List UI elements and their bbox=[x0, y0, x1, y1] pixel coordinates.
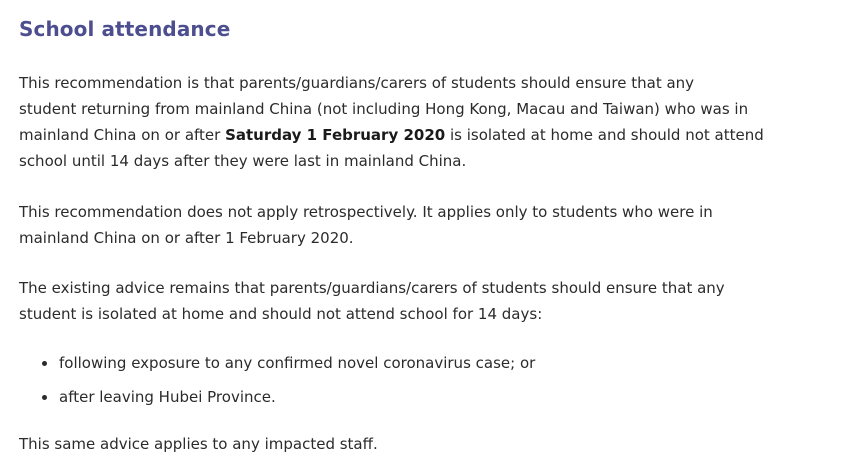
paragraph-line: student is isolated at home and should not attend school for 14 days: bbox=[19, 305, 543, 323]
bullet-icon bbox=[42, 361, 47, 366]
recommendation-paragraph bbox=[19, 70, 764, 174]
bullet-icon bbox=[42, 395, 47, 400]
staff-advice-paragraph: This same advice applies to any impacted staff. bbox=[19, 435, 378, 453]
paragraph-line: The existing advice remains that parents/guardians/carers of students should ensure that any bbox=[19, 279, 725, 297]
list-item-text: following exposure to any confirmed novel coronavirus case; or bbox=[59, 354, 536, 372]
paragraph-line bbox=[19, 122, 764, 148]
section-heading: School attendance bbox=[19, 17, 231, 41]
paragraph-text: is isolated at home and should not attend bbox=[445, 126, 764, 144]
key-date: Saturday 1 February 2020 bbox=[225, 126, 446, 144]
paragraph-line: This recommendation is that parents/guardians/carers of students should ensure that any bbox=[19, 74, 695, 92]
retrospective-paragraph bbox=[19, 199, 713, 251]
paragraph-line: school until 14 days after they were last in mainland China. bbox=[19, 152, 467, 170]
paragraph-line: mainland China on or after 1 February 2020. bbox=[19, 229, 354, 247]
list-item-text: after leaving Hubei Province. bbox=[59, 388, 276, 406]
existing-advice-paragraph bbox=[19, 275, 725, 327]
paragraph-line: student returning from mainland China (not including Hong Kong, Macau and Taiwan) who was in bbox=[19, 100, 749, 118]
paragraph-line: This recommendation does not apply retrospectively. It applies only to students who were in bbox=[19, 203, 713, 221]
paragraph-text: mainland China on or after bbox=[19, 126, 226, 144]
